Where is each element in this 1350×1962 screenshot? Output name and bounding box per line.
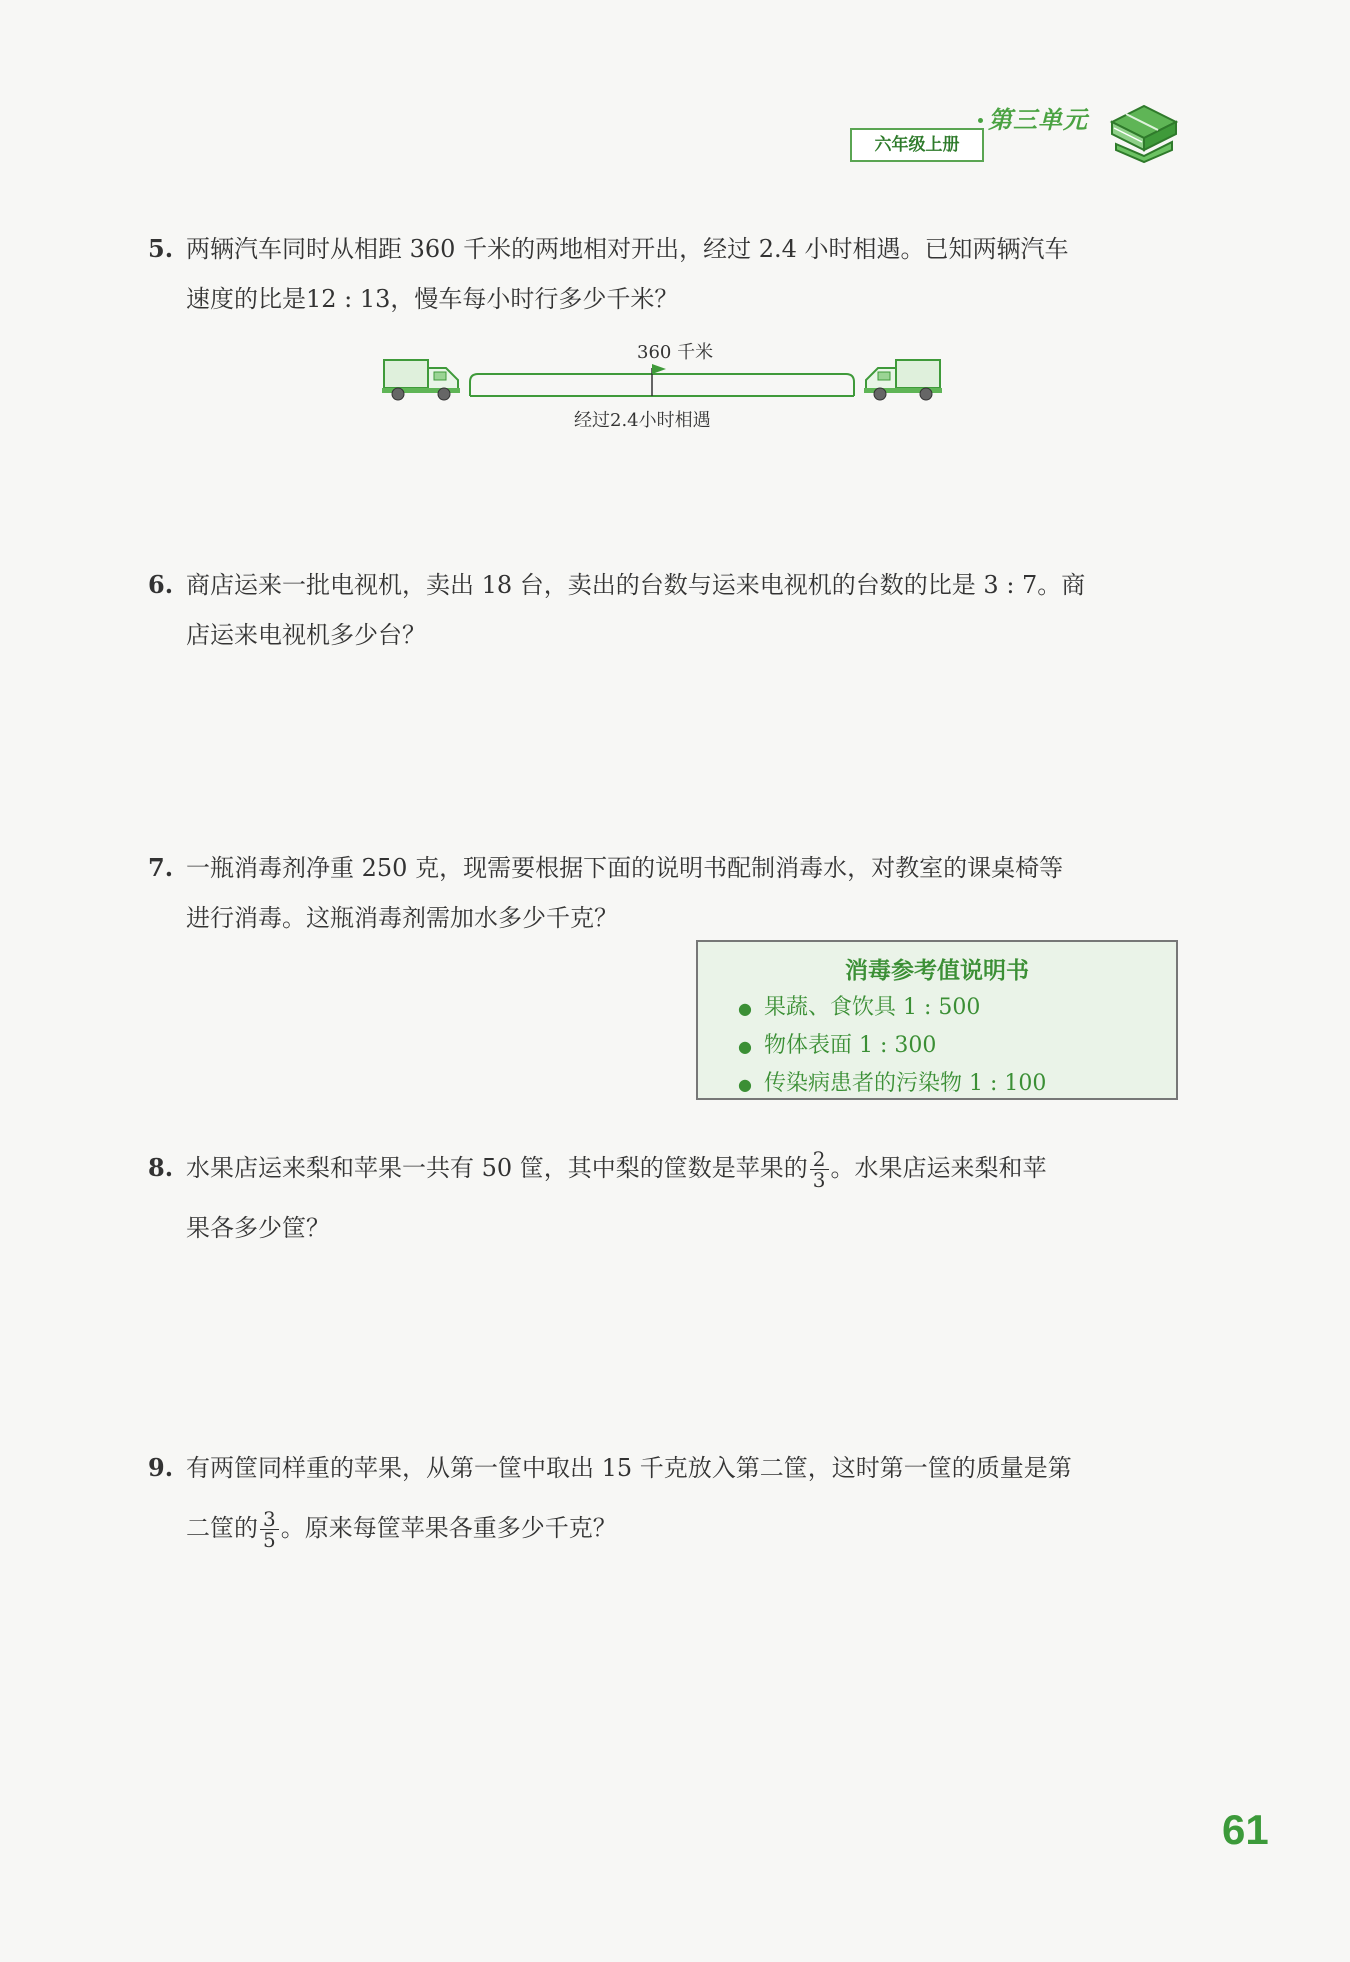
question-text-line2: 进行消毒。这瓶消毒剂需加水多少千克？ — [186, 904, 618, 932]
question-text-pre: 水果店运来梨和苹果一共有 50 筐，其中梨的筐数是苹果的 — [186, 1154, 808, 1182]
question-text-line2: 速度的比是12 : 13，慢车每小时行多少千米？ — [186, 285, 679, 313]
manual-title: 消毒参考值说明书 — [845, 958, 1029, 984]
question-5 — [148, 224, 1183, 324]
question-text-line1: 一瓶消毒剂净重 250 克，现需要根据下面的说明书配制消毒水，对教室的课桌椅等 — [186, 854, 1064, 882]
fraction: $\frac{3}{5}$ — [260, 1509, 279, 1550]
question-text-post2: 。原来每筐苹果各重多少千克？ — [280, 1514, 617, 1542]
question-number: 9. — [148, 1453, 174, 1482]
manual-item: ● 果蔬、食饮具 1 : 500 — [738, 989, 1176, 1027]
question-text-line1: 两辆汽车同时从相距 360 千米的两地相对开出，经过 2.4 小时相遇。已知两辆汽车 — [186, 235, 1069, 263]
question-7 — [148, 843, 1183, 943]
question-number: 6. — [148, 570, 174, 599]
question-text-post: 。水果店运来梨和苹 — [830, 1154, 1047, 1182]
question-text-line1: 有两筐同样重的苹果，从第一筐中取出 15 千克放入第二筐，这时第一筐的质量是第 — [186, 1454, 1072, 1482]
distance-label: 360 千米 — [637, 342, 714, 363]
fraction: $\frac{2}{3}$ — [810, 1149, 829, 1190]
meeting-hint: 经过2.4小时相遇 — [574, 410, 711, 431]
meeting-diagram — [382, 336, 942, 436]
bullet-icon: ● — [738, 1037, 752, 1056]
manual-item: ● 传染病患者的污染物 1 : 100 — [738, 1065, 1176, 1103]
header-dot — [978, 118, 983, 123]
question-9 — [148, 1438, 1183, 1558]
question-text-line2: 果各多少筐？ — [186, 1214, 330, 1242]
unit-title: 第三单元 — [988, 106, 1088, 134]
bullet-icon: ● — [738, 1075, 752, 1094]
manual-item: ● 物体表面 1 : 300 — [738, 1027, 1176, 1065]
question-text-line2: 店运来电视机多少台？ — [186, 621, 426, 649]
disinfectant-manual — [696, 940, 1178, 1100]
question-6 — [148, 560, 1183, 660]
page-number: 61 — [1222, 1806, 1269, 1853]
books-icon — [1108, 92, 1180, 164]
grade-tag: 六年级上册 — [850, 128, 984, 162]
truck-right-icon — [862, 354, 942, 402]
question-number: 7. — [148, 853, 174, 882]
question-number: 8. — [148, 1153, 174, 1182]
question-8 — [148, 1138, 1183, 1258]
question-number: 5. — [148, 234, 174, 263]
truck-left-icon — [382, 354, 462, 402]
bullet-icon: ● — [738, 999, 752, 1018]
question-text-pre2: 二筐的 — [186, 1514, 258, 1542]
road-line — [468, 358, 858, 402]
question-text-line1: 商店运来一批电视机，卖出 18 台，卖出的台数与运来电视机的台数的比是 3 : 7。商 — [186, 571, 1086, 599]
